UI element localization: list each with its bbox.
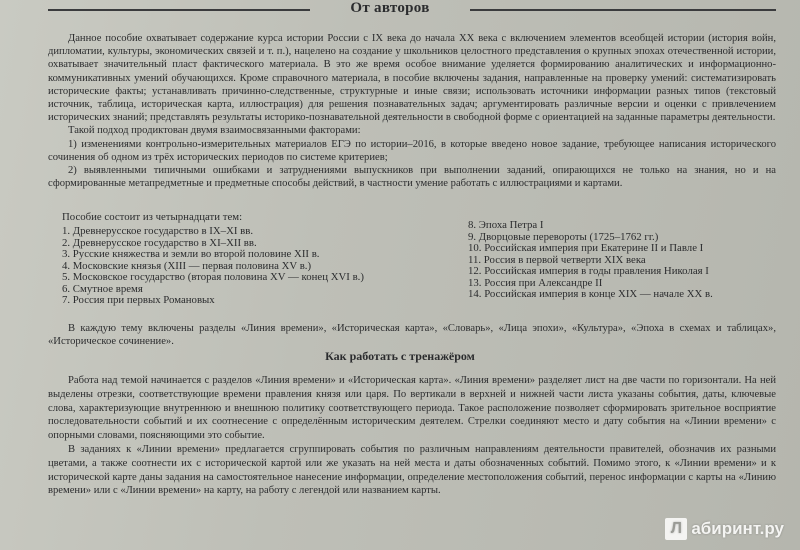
topic-item: 2. Древнерусское государство в XI–XII вв.: [62, 236, 257, 249]
topic-item: 3. Русские княжества и земли во второй половине XII в.: [62, 248, 320, 260]
watermark-text: абиринт.ру: [691, 519, 784, 538]
topic-item: 11. Россия в первой четверти XIX века: [468, 253, 646, 266]
topic-item: 5. Московское государство (вторая половина XV — конец XVI в.): [62, 271, 364, 283]
section-title: Как работать с тренажёром: [325, 349, 475, 363]
watermark: [665, 518, 784, 540]
topics-left-column: [62, 226, 442, 307]
topic-item: 1. Древнерусское государство в IX–XI вв.: [62, 225, 254, 237]
intro-text: [48, 32, 776, 190]
topics-list: [62, 209, 782, 319]
intro-paragraph: 1) изменениями контрольно-измерительных материалов ЕГЭ по истории–2016, в которые введено новое задание, требующее написания исторического сочинения об одном из трёх исторических периодов по системе критериев;: [48, 138, 776, 163]
title-rule-right: [470, 9, 776, 11]
topic-item: 13. Россия при Александре II: [468, 276, 603, 289]
section-paragraph: В заданиях к «Линии времени» предлагается сгруппировать события по различным направлениям деятельности правителей, обозначив их разными цветами, а также соотнести их с исторической картой или же указать на ней места и даты обозначенных событий. Помимо этого, к «Линии времени» и к исторической карте даны задания на самостоятельное нанесение информации, определение местоположения событий, перенос информации с карты на «Линию времени» или с «Линии времени» на карту, на работу с легендой или названием карты.: [48, 443, 776, 497]
page-title: От авторов: [350, 0, 430, 16]
topic-item: 9. Дворцовые перевороты (1725–1762 гг.): [468, 230, 659, 243]
topic-item: 7. Россия при первых Романовых: [62, 294, 215, 306]
intro-paragraph: Такой подход продиктован двумя взаимосвязанными факторами:: [68, 125, 361, 137]
topic-item: 10. Российская империя при Екатерине II и Павле I: [468, 242, 704, 254]
topic-item: 14. Российская империя в конце XIX — начале XX в.: [468, 288, 713, 300]
topics-intro: Пособие состоит из четырнадцати тем:: [62, 211, 243, 223]
section-text: [48, 374, 776, 498]
topics-right-column: [468, 220, 798, 301]
intro-paragraph: Данное пособие охватывает содержание курса истории России с IX века до начала XX века с включением элементов всеобщей истории (история войн, дипломатии, культуры, экономических связей и т. п.), нацелено на создание у школьников целостного представления о крупных эпохах отечественной истории, охватывает значительный пласт фактического материала. В это же время особое внимание уделяется формированию аналитических и информационно-коммуникативных умений обучающихся. Кроме справочного материала, в пособие включены задания, направленные на проверку умений: систематизировать исторические факты; устанавливать причинно-следственные, структурные и иные связи; использовать источники информации разных типов (текстовый источник, таблица, историческая карта, иллюстрация) для решения познавательных задач; аргументировать различные версии и оценки с привлечением исторических знаний; представлять результаты историко-познавательной деятельности в свободной форме с ориентацией на заданные параметры деятельности.: [48, 33, 776, 124]
topic-item: 6. Смутное время: [62, 282, 143, 295]
watermark-logo-icon: Л: [665, 518, 687, 540]
topic-item: 4. Московские князья (XIII — первая половина XV в.): [62, 259, 312, 272]
section-paragraph: Работа над темой начинается с разделов «Линия времени» и «Историческая карта». «Линия времени» разделяет лист на две части по горизонтали. На ней выделены отрезки, соответствующие времени правления князя или царя. По вертикали в верхней и нижней части листа указаны события, даты, ключевые слова, характеризующие внутреннюю и внешнюю политику соответствующего периода. Такое расположение позволяет сформировать зрительное восприятие последовательности событий и их соотнесение с определённым историческим деятелем. Стрелки соединяют место и дату события на «Линии времени» с опорными словами, поясняющими это событие.: [48, 375, 776, 442]
title-rule-left: [48, 9, 310, 11]
sections-note: В каждую тему включены разделы «Линия времени», «Историческая карта», «Словарь», «Лица эпохи», «Культура», «Эпоха в схемах и таблицах», «Историческое сочинение».: [48, 323, 776, 347]
intro-paragraph: 2) выявленными типичными ошибками и затруднениями выпускников при выполнении заданий, опирающихся не только на знания, но и на сформированные метапредметные и предметные способы действий, в частности умение работать с иллюстрациями и картами.: [48, 165, 776, 190]
topic-item: 8. Эпоха Петра I: [468, 219, 544, 231]
sections-note-block: [48, 322, 776, 348]
title-block: [0, 0, 800, 26]
topic-item: 12. Российская империя в годы правления Николая I: [468, 265, 709, 277]
